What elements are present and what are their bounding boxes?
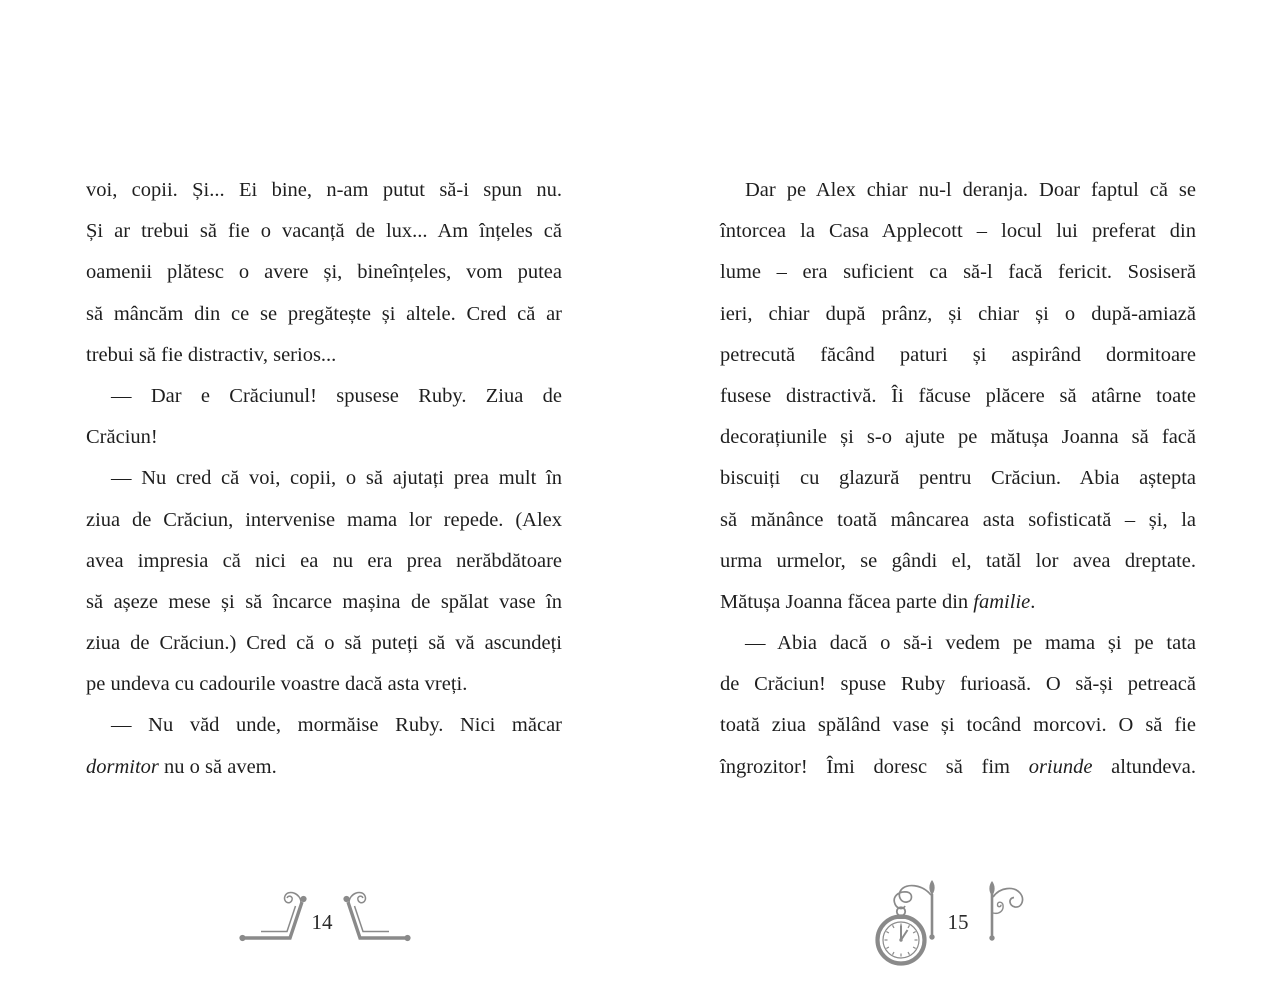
text-line: de Crăciun! spuse Ruby furioasă. O să-și petreacă bbox=[720, 673, 1196, 696]
text-line: trebui să fie distractiv, serios... bbox=[86, 343, 337, 366]
text-line: să așeze mese și să încarce mașina de spălat vase în bbox=[86, 590, 562, 613]
text-line: — Nu văd unde, mormăise Ruby. Nici măcar bbox=[111, 714, 562, 737]
text-line: Și ar trebui să fie o vacanță de lux... Am înțeles că bbox=[86, 220, 562, 243]
text-line: urma urmelor, se gândi el, tatăl lor avea dreptate. bbox=[720, 549, 1196, 572]
text-line: îngrozitor! Îmi doresc să fim oriunde altundeva. bbox=[720, 755, 1196, 778]
text-line: Dar pe Alex chiar nu-l deranja. Doar faptul că se bbox=[745, 179, 1196, 201]
corner-flourish-left-icon bbox=[238, 889, 308, 947]
text-line: petrecută făcând paturi și aspirând dormitoare bbox=[720, 343, 1196, 366]
text-line: să mâncăm din ce se pregătește și altele. Cred că ar bbox=[86, 302, 562, 325]
text-line: — Dar e Crăciunul! spusese Ruby. Ziua de bbox=[111, 384, 562, 407]
pocket-watch-ornament-icon bbox=[868, 879, 946, 967]
text-line: biscuiți cu glazură pentru Crăciun. Abia aștepta bbox=[720, 467, 1196, 490]
text-line: toată ziua spălând vase și tocând morcovi. O să fie bbox=[720, 714, 1196, 737]
page-number-left: 14 bbox=[311, 910, 333, 934]
text-line: — Abia dacă o să-i vedem pe mama și pe tata bbox=[745, 632, 1196, 655]
text-line: pe undeva cu cadourile voastre dacă asta vreți. bbox=[86, 673, 468, 696]
text-line: fusese distractivă. Îi făcuse plăcere să atârne toate bbox=[720, 384, 1196, 407]
text-line: oamenii plătesc o avere și, bineînțeles, vom putea bbox=[86, 261, 562, 284]
text-line: Crăciun! bbox=[86, 426, 158, 449]
corner-flourish-right-icon bbox=[342, 889, 412, 947]
text-line: ziua de Crăciun, intervenise mama lor repede. (Alex bbox=[86, 508, 562, 531]
text-line: ziua de Crăciun.) Cred că o să puteți să vă ascundeți bbox=[86, 632, 562, 655]
text-line: voi, copii. Și... Ei bine, n-am putut să-i spun nu. bbox=[86, 179, 562, 201]
post-flourish-icon bbox=[984, 880, 1030, 944]
text-line: ieri, chiar după prânz, și chiar și o după-amiază bbox=[720, 302, 1196, 325]
page-number-right: 15 bbox=[947, 910, 969, 934]
text-line: dormitor nu o să avem. bbox=[86, 755, 277, 778]
text-line: întorcea la Casa Applecott – locul lui preferat din bbox=[720, 220, 1196, 243]
text-line: să mănânce toată mâncarea asta sofisticată – și, la bbox=[720, 508, 1196, 531]
text-line: — Nu cred că voi, copii, o să ajutați prea mult în bbox=[111, 467, 562, 490]
right-page-text bbox=[720, 170, 1196, 788]
text-line: avea impresia că nici ea nu era prea nerăbdătoare bbox=[86, 549, 562, 572]
text-line: Mătușa Joanna făcea parte din familie. bbox=[720, 590, 1036, 613]
left-page-text bbox=[86, 170, 562, 788]
text-line: decorațiunile și s-o ajute pe mătușa Joanna să facă bbox=[720, 426, 1196, 449]
text-line: lume – era suficient ca să-l facă fericit. Sosiseră bbox=[720, 261, 1196, 284]
